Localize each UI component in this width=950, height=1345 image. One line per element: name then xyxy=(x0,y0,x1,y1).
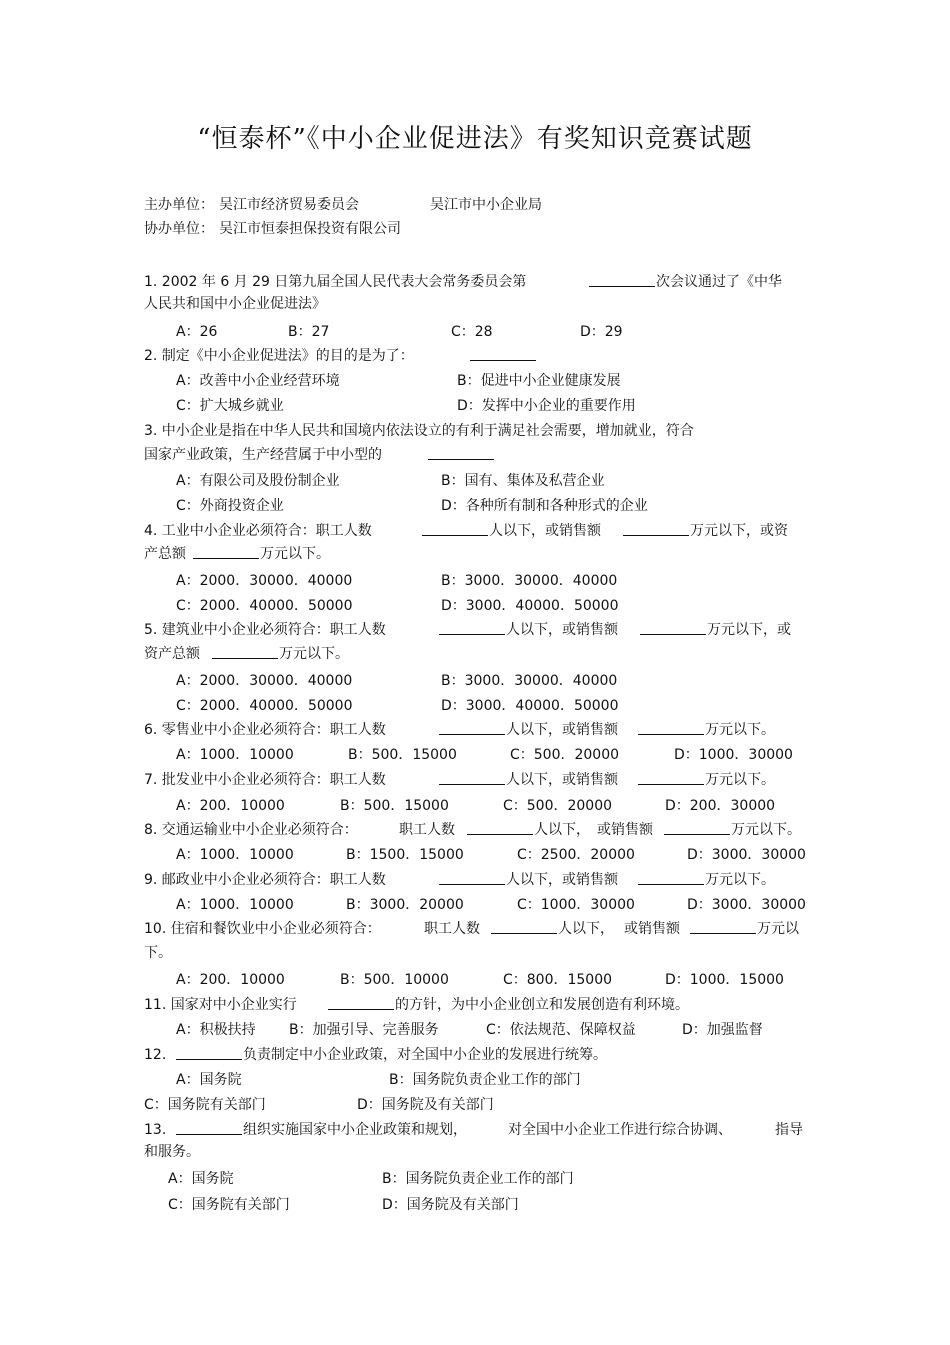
q5-blank xyxy=(212,645,278,664)
q10-blank xyxy=(690,920,756,939)
q8-text: 万元以下。 xyxy=(731,822,801,838)
q5-blank xyxy=(640,621,706,640)
q5-text: 资产总额 xyxy=(144,646,200,662)
q8-option-d: D：3000．30000 xyxy=(687,847,806,863)
q1-option-d: D：29 xyxy=(580,324,623,340)
q11-option-c: C：依法规范、保障权益 xyxy=(486,1022,636,1038)
q2-blank xyxy=(470,347,536,366)
q8-option-a: A：1000．10000 xyxy=(176,847,294,863)
q3-text: 3. 中小企业是指在中华人民共和国境内依法设立的有利于满足社会需要，增加就业，符合 xyxy=(144,423,694,439)
q7-text: 7. 批发业中小企业必须符合：职工人数 xyxy=(144,772,386,788)
q7-blank xyxy=(638,771,704,790)
q7-blank xyxy=(439,771,505,790)
q8-text: 8. 交通运输业中小企业必须符合： xyxy=(144,822,358,838)
q9-text: 万元以下。 xyxy=(705,872,775,888)
q13-option-a: A：国务院 xyxy=(168,1171,234,1187)
q11-option-d: D：加强监督 xyxy=(682,1022,763,1038)
q2-option-a: A：改善中小企业经营环境 xyxy=(176,373,340,389)
host-label: 主办单位： xyxy=(144,197,214,213)
q12-option-d: D：国务院及有关部门 xyxy=(357,1097,494,1113)
q7-option-c: C：500．20000 xyxy=(503,798,613,814)
q11-option-b: B：加强引导、完善服务 xyxy=(289,1022,439,1038)
q10-text: 人以下， xyxy=(558,921,614,937)
q3-text: 国家产业政策，生产经营属于中小型的 xyxy=(144,447,382,463)
q2-option-b: B：促进中小企业健康发展 xyxy=(457,373,621,389)
q7-text: 人以下，或销售额 xyxy=(506,772,618,788)
q6-text: 万元以下。 xyxy=(705,722,775,738)
co-label: 协办单位： xyxy=(144,221,214,237)
q12-option-a: A：国务院 xyxy=(176,1072,242,1088)
q10-option-c: C：800．15000 xyxy=(503,972,613,988)
q3-option-b: B：国有、集体及私营企业 xyxy=(441,473,605,489)
q10-option-a: A：200．10000 xyxy=(176,972,285,988)
q7-option-a: A：200．10000 xyxy=(176,798,285,814)
q12-blank xyxy=(176,1046,242,1065)
q8-option-b: B：1500．15000 xyxy=(346,847,464,863)
q5-option-c: C：2000．40000．50000 xyxy=(176,698,353,714)
q13-option-c: C：国务院有关部门 xyxy=(168,1197,290,1213)
q4-blank xyxy=(193,545,259,564)
q11-blank xyxy=(328,996,394,1015)
q6-option-c: C：500．20000 xyxy=(510,747,620,763)
q4-option-b: B：3000．30000．40000 xyxy=(441,573,618,589)
q13-text: 指导 xyxy=(775,1122,803,1138)
q13-option-d: D：国务院及有关部门 xyxy=(382,1197,519,1213)
q5-option-d: D：3000．40000．50000 xyxy=(441,698,619,714)
q11-text: 的方针，为中小企业创立和发展创造有利环境。 xyxy=(395,997,689,1013)
q10-text: 万元以 xyxy=(757,921,799,937)
q5-option-a: A：2000．30000．40000 xyxy=(176,673,353,689)
q6-blank xyxy=(638,721,704,740)
q13-text: 组织实施国家中小企业政策和规划， xyxy=(243,1122,467,1138)
q13-blank xyxy=(176,1121,242,1140)
q1-option-a: A：26 xyxy=(176,324,218,340)
q1-text: 1. 2002 年 6 月 29 日第九届全国人民代表大会常务委员会第 xyxy=(144,274,527,290)
q11-option-a: A：积极扶持 xyxy=(176,1022,256,1038)
q13-text: 13. xyxy=(144,1122,167,1138)
q2-text: 2. 制定《中小企业促进法》的目的是为了： xyxy=(144,348,414,364)
q4-blank xyxy=(623,522,689,541)
q10-option-b: B：500．10000 xyxy=(340,972,449,988)
page-title: “恒泰杯”《中小企业促进法》有奖知识竞赛试题 xyxy=(197,124,753,154)
q3-option-d: D：各种所有制和各种形式的企业 xyxy=(441,498,648,514)
q1-text: 次会议通过了《中华 xyxy=(656,274,782,290)
q10-text: 或销售额 xyxy=(624,921,680,937)
q2-option-c: C：扩大城乡就业 xyxy=(176,398,284,414)
q9-option-a: A：1000．10000 xyxy=(176,897,294,913)
q5-blank xyxy=(439,621,505,640)
q13-text: 对全国中小企业工作进行综合协调、 xyxy=(508,1122,732,1138)
q10-option-d: D：1000．15000 xyxy=(665,972,784,988)
host-2: 吴江市中小企业局 xyxy=(430,197,542,213)
q4-option-a: A：2000．30000．40000 xyxy=(176,573,353,589)
q5-text: 人以下，或销售额 xyxy=(506,622,618,638)
q6-option-d: D：1000．30000 xyxy=(674,747,793,763)
q5-text: 5. 建筑业中小企业必须符合：职工人数 xyxy=(144,622,386,638)
q3-option-a: A：有限公司及股份制企业 xyxy=(176,473,340,489)
q12-option-b: B：国务院负责企业工作的部门 xyxy=(389,1072,581,1088)
q12-option-c: C：国务院有关部门 xyxy=(144,1097,266,1113)
q12-text: 12. xyxy=(144,1047,167,1063)
q8-text: 或销售额 xyxy=(597,822,653,838)
q9-option-d: D：3000．30000 xyxy=(687,897,806,913)
q12-text: 负责制定中小企业政策，对全国中小企业的发展进行统筹。 xyxy=(243,1047,607,1063)
q5-text: 万元以下，或 xyxy=(707,622,791,638)
q3-option-c: C：外商投资企业 xyxy=(176,498,284,514)
q8-text: 职工人数 xyxy=(399,822,455,838)
q10-text: 职工人数 xyxy=(424,921,480,937)
q7-option-d: D：200．30000 xyxy=(665,798,776,814)
q4-text: 产总额 xyxy=(144,546,186,562)
q13-text: 和服务。 xyxy=(144,1144,200,1160)
q4-text: 万元以下，或资 xyxy=(690,523,788,539)
q10-blank xyxy=(491,920,557,939)
q9-option-b: B：3000．20000 xyxy=(346,897,464,913)
q13-option-b: B：国务院负责企业工作的部门 xyxy=(382,1171,574,1187)
q4-blank xyxy=(422,522,488,541)
q9-blank xyxy=(439,871,505,890)
q3-blank xyxy=(428,446,494,465)
q1-option-c: C：28 xyxy=(451,324,493,340)
q9-text: 9. 邮政业中小企业必须符合：职工人数 xyxy=(144,872,386,888)
q5-text: 万元以下。 xyxy=(279,646,349,662)
q6-option-b: B：500．15000 xyxy=(348,747,457,763)
q1-blank xyxy=(589,273,655,292)
q8-blank xyxy=(664,821,730,840)
q4-text: 4. 工业中小企业必须符合：职工人数 xyxy=(144,523,372,539)
q5-option-b: B：3000．30000．40000 xyxy=(441,673,618,689)
q2-option-d: D：发挥中小企业的重要作用 xyxy=(457,398,636,414)
q7-option-b: B：500．15000 xyxy=(340,798,449,814)
q4-text: 万元以下。 xyxy=(260,546,330,562)
q9-option-c: C：1000．30000 xyxy=(517,897,635,913)
q8-text: 人以下， xyxy=(534,822,590,838)
q10-text: 10. 住宿和餐饮业中小企业必须符合： xyxy=(144,921,381,937)
q4-option-c: C：2000．40000．50000 xyxy=(176,598,353,614)
q1-option-b: B：27 xyxy=(288,324,330,340)
q4-text: 人以下，或销售额 xyxy=(489,523,601,539)
q8-blank xyxy=(467,821,533,840)
q9-text: 人以下，或销售额 xyxy=(506,872,618,888)
q6-option-a: A：1000．10000 xyxy=(176,747,294,763)
q4-option-d: D：3000．40000．50000 xyxy=(441,598,619,614)
co-1: 吴江市恒泰担保投资有限公司 xyxy=(219,221,401,237)
q6-text: 人以下，或销售额 xyxy=(506,722,618,738)
q10-text: 下。 xyxy=(144,945,172,961)
q11-text: 11. 国家对中小企业实行 xyxy=(144,997,297,1013)
q8-option-c: C：2500．20000 xyxy=(517,847,635,863)
q6-text: 6. 零售业中小企业必须符合：职工人数 xyxy=(144,722,386,738)
q9-blank xyxy=(638,871,704,890)
q1-text: 人民共和国中小企业促进法》 xyxy=(144,296,326,312)
q7-text: 万元以下。 xyxy=(705,772,775,788)
host-1: 吴江市经济贸易委员会 xyxy=(219,197,359,213)
q6-blank xyxy=(439,721,505,740)
